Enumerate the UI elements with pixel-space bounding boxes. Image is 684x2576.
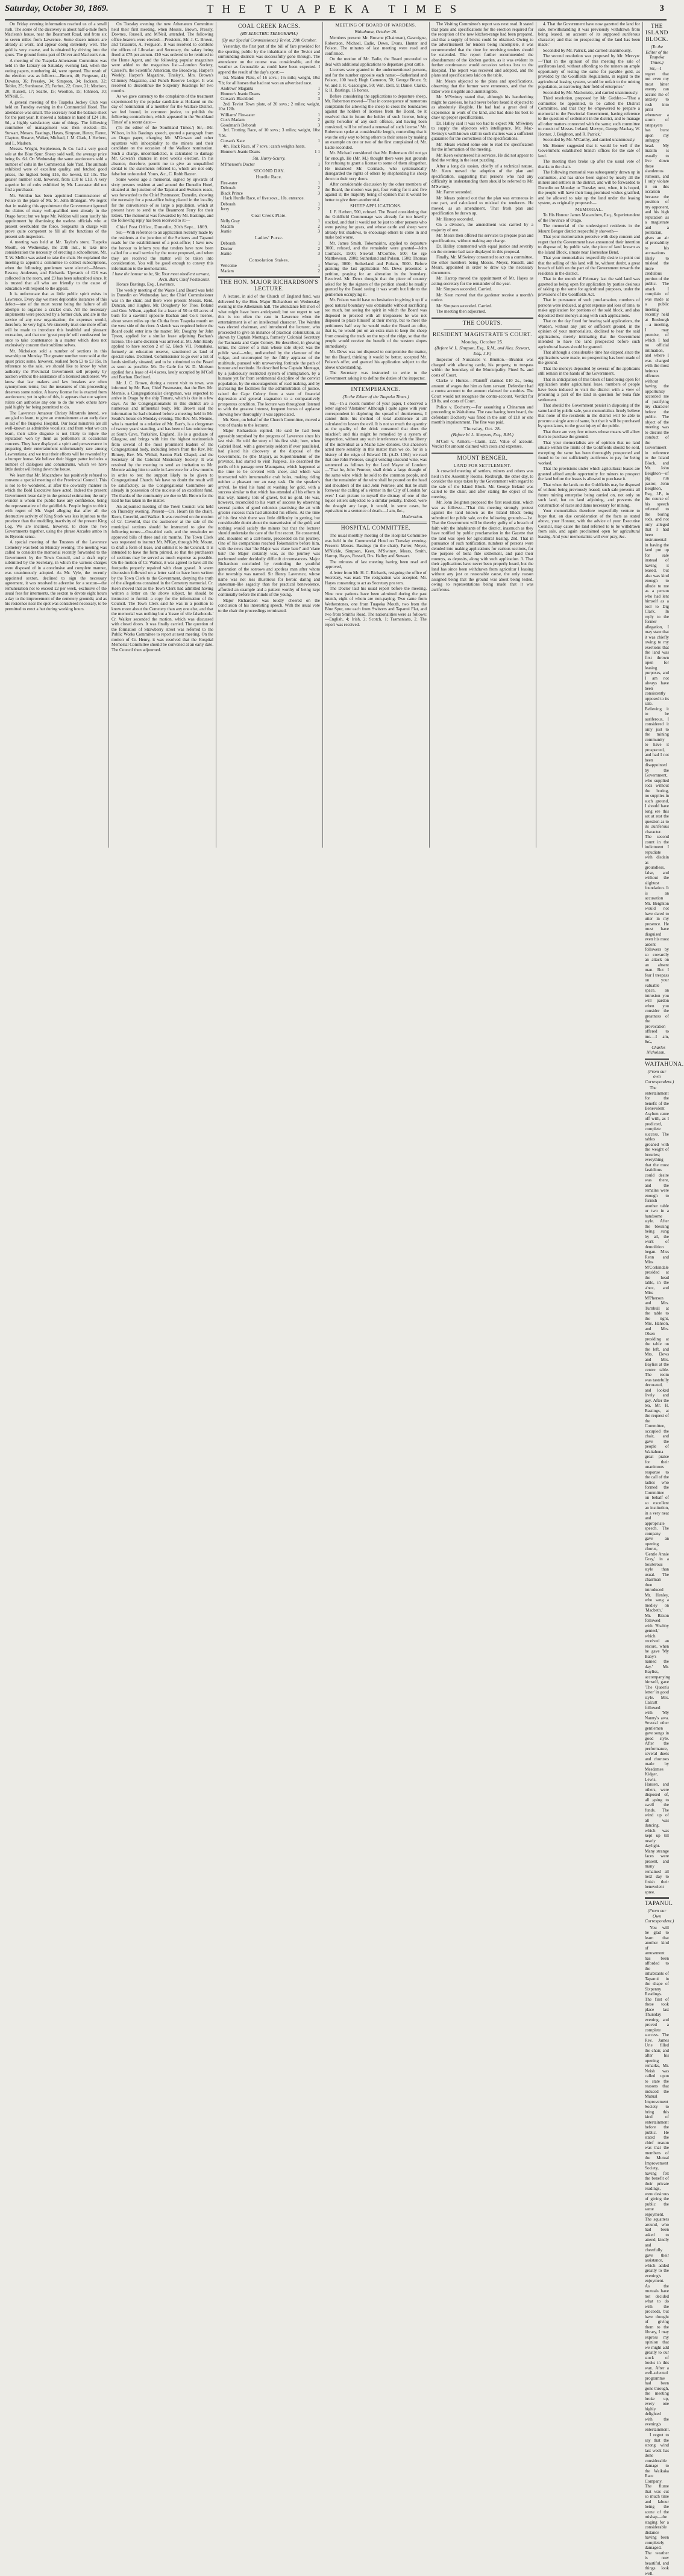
section-headline: THE HON. MAJOR RICHARDSON'S LECTURE.: [219, 280, 318, 292]
article-paragraph: The Doctor laid his usual report before the meeting. Nine new patients have been admitted during the past month, eight of whom are non-paying. Two came from Wetherstones, one from Tuapeka Mouth, two from the Blue Spur, one each from Switzers and Tapanui Flat, and two from Smith's Road. The nationalities were as follows:—English, 4; Irish, 2; Scotch, 1; Tasmanians, 2. The report was received.: [325, 586, 427, 627]
horse-name: Cox's Madam: [221, 117, 245, 122]
article-paragraph: The meeting then broke up after the usual vote of thanks to the chair.: [538, 159, 640, 169]
placing: 2: [318, 117, 320, 122]
article-paragraph: Mr. Weldon has been appointed Commissioner of Police in the place of Mr. St. John Branigan. We regret that in making this appointment the Government ignored the claims of many well-qualified men already in the Otago force; but we hope Mr. Weldon will soon justify his appointment by dismissing the useless officials who at present overburden the force. Sergeants in charge will prove quite competent to fill all the functions of the present sub-inspectors.: [5, 193, 107, 239]
article-paragraph: The Secretary was instructed to write to the Government asking it to define the duties of the inspector.: [325, 370, 427, 381]
placing: 1: [318, 241, 320, 246]
section-headline: THE COURTS.: [462, 320, 503, 327]
column-rule: [322, 22, 323, 848]
article-paragraph: Seconded by Mr. Patrick, and carried unanimously.: [543, 48, 632, 53]
article-paragraph: M'Coll v. Aimers.—Claim, £22. Value of account. Verdict for amount claimed with costs and expenses.: [431, 439, 533, 449]
horse-name: Jerry: [221, 207, 230, 211]
race-result: [218, 219, 320, 224]
article-paragraph: Some weeks ago a memorial, signed by upwards of sixty persons resident at and around the Dunedin Hotel, situated at the junction of the Tapanui and Switzers roads, was forwarded to the Chief Postmaster, Dunedin, showing the necessity for a post-office being placed in the locality for the convenience of so large a population, which at present have to send to the Beaumont Ferry for their letters. The memorial was forwarded by Mr. Bastings, and the following reply has been received to it:—: [111, 177, 213, 223]
horse-name: Madam: [221, 268, 234, 274]
placing: 2: [318, 91, 320, 96]
article-paragraph: That in pursuance of such proclamation, numbers of persons were induced, at great expense and loss of time, to make application for portions of the said block, and also deposited their moneys along with such applications.: [538, 298, 640, 318]
race-result: [218, 123, 320, 128]
article-paragraph: Mr. M'Swiney stated that, although his handwriting might be careless, he had never before heard it objected to as absolutely illegible. He had had a great deal of experience in work of the kind, and had done his best to draw up proper specifications.: [431, 95, 533, 120]
horse-name: Fire-eater: [221, 180, 237, 186]
section-label: Ladies' Purse.: [255, 234, 283, 240]
section-label: Chief Post Office, Dunedin, 20th Sept., 1869.: [116, 224, 209, 230]
article-paragraph: After considerable discussion by the other members of the Board, the motion was put, four voting for it and five against it; the majority being of opinion that it would be better to give them another trial.: [325, 182, 427, 202]
article-paragraph: Mr. Harrop moved the appointment of Mr. Hayes as acting-secretary for the remainder of the year.: [431, 276, 533, 286]
article-paragraph: Yesterday, the first part of the bill of fare provided for the sporting public by the inhabitants of the Teviot and surrounding districts was successfully gone through. The attendance on the course was considerable, and the weather as favourable as could have been expected. I append the result of the day's sport:—: [218, 44, 320, 75]
race-result: [218, 241, 320, 246]
article-paragraph: Members present: Mr. Browne (Chairman), Gascoigne, Robertson, Michael, Eadie, Dews, Evans, Hunter and Polson. The minutes of last meeting were read and confirmed.: [325, 36, 427, 56]
signature: I have the honour to be, Sir, Your most obedient servant, Arch. Barr, Chief Postmaster.: [112, 272, 210, 282]
placing: 2: [318, 246, 320, 251]
article-paragraph: Dr. Halley said it was too bad to expect Mr. M'Swiney to supply the objectors with intelligence. Mr. Mac-Swiney's well-known skill in such matters was a sufficient guarantee for the correctness of the specifications.: [431, 120, 533, 141]
section-label: SECOND DAY.: [253, 167, 285, 174]
article-paragraph: Finally, Mr. M'Swiney consented to act on a committee, the other members being Messrs. Meyer, Russell, and Mears, appointed in order to draw up the necessary documents.: [431, 255, 533, 275]
horse-name: Corsan's Kate: [221, 139, 245, 143]
race-result: [218, 191, 320, 196]
section-subhead: (From our Own Correspondent.): [645, 1908, 674, 1924]
column-6: [538, 22, 640, 848]
horse-name: Nelly Gray: [221, 219, 240, 224]
article-paragraph: Horace Bastings, Esq., Lawrence.: [116, 282, 175, 287]
placing: 1: [318, 219, 320, 224]
article-paragraph: That your memorialists perceive with deep concern and regret that the Government have announced their intention to dispose of, by public sale, the piece of land known as the Island Block, situate near Horseshoe Bend.: [538, 234, 640, 255]
race-result: [218, 229, 320, 234]
article-paragraph: Mr. James Smith, Tokomairiro, applied to depasture 3000, refused, and the remainder were granted—John Cormack, 1500; Stewart M'Combe, 500; Ge rge Matthewson, 2000; Sutherland and Polson, 1500; Thomas Murray, 3000; Sutherland and Polson, 5000. Before granting the last application Mr. Dews presented a petition, praying for an alteration in the boundary. Received. Mr. Dews thought that the piece of country asked for by the signers of the petition should be readily granted by the Board seeing it was worth but little to the gentlemen occupying it.: [325, 240, 427, 297]
article-paragraph: The minutes of last meeting having been read and approved,: [325, 559, 427, 569]
article-paragraph: It is unfortunate that as little public spirit exists in Lawrence. Every day we meet deplorable instances of this defect—one of the most recent being the failure of all attempts to organise a cricket club. All the necessary implements were procured by a former club, and are in the service of any new organisation; the expenses would, therefore, be very light. We sincerely trust one more effort will be made to introduce this healthful and pleasant recreation, and that our 'great people' will condescend for once to take countenance in a matter which does not exclusively concern their sublime selves.: [5, 292, 107, 348]
section-divider: [431, 452, 533, 454]
article-paragraph: Mr. Keen volunteered his services. He did not appear to find the writing in the least puzzling.: [431, 152, 533, 163]
article-paragraph: Mr. Mears pointed out that the plan was erroneous in one part, and calculated to mislead the tenderers. He moved, as an amendment, 'That fresh plan and specification be drawn up.: [431, 195, 533, 216]
article-paragraph: The meeting then adjourned.: [436, 309, 486, 314]
section-divider: [645, 1058, 669, 1060]
race-result: [218, 246, 320, 252]
article-paragraph: Inspector of Nuisances v. Brunton.—Brunton was charged with allowing cattle, his property, to trespass within the boundary of the Municipality. Fined 5s. and costs of Court.: [431, 357, 533, 378]
section-headline: RESIDENT MAGISTRATE'S COURT.: [433, 331, 532, 338]
placing: 3: [318, 251, 320, 256]
section-subhead: (Before W. L. Simpson, Esq., R.M.): [451, 432, 513, 437]
horse-name: Madam: [221, 224, 234, 229]
column-rule: [642, 22, 643, 848]
section-divider: [325, 383, 427, 385]
article-paragraph: On Tuesday evening the new Athenæum Committee held their first meeting, when Messrs. Brown, Pressly, Downes, Russell, and M'Neil, attended. The following office-bearers were elected:—President, Mr. J. C. Brown, and Treasurer, A. Ferguson. It was resolved to combine the offices of Librarian and Secretary, the salary being fixed at £75 per annum. £10 was ordered to be remitted to the Home Agent, and the following popular magazines were added to the magazines list:—London Society, Cassell's, the Scientific American, the Broadway, Harper's Weekly, Harper's Magazine, Tinsley's, Mrs. Brown's Chimney Magazine, and Punch Reserve Ledger. It was resolved to discontinue the Sixpenny Readings for two months.: [111, 22, 213, 93]
article-paragraph: Mr. John Beighton proposed the first resolution, which was as follows:—'That this meeting strongly protest against the land known as the Island Block being submitted for public sale, on the following grounds:—1st. That the Government will be thereby guilty of a breach of faith with the inhabitants of the district, inasmuch as they have notified by public proclamation in the Gazette that the land was open for agricultural leasing. 2nd. That in pursuance of such notification, numbers of persons were deluded into making applications for various sections, for the purpose of bona fide settlement, and paid their moneys, as deposits, along with such application. 3. That their applications have never been properly heard, but the land has since been withdrawn from agricultur l leasing without any just or reasonable cause, the only reason assigned being that the ground was about being tested, owing to representations being made that it was auriferous.: [431, 500, 533, 592]
section-divider: [325, 522, 427, 524]
placing: 1: [318, 263, 320, 268]
article-paragraph: Mr. J. C. Brown, during a recent visit to town, was informed by Mr. Barr, Chief Postmaster, that the Rev. Mr. Mennie, a Congregationalist clergyman, was expected to arrive in Otago by the ship Timaru, which is due in a few days. As the Congregationalists in this district are a numerous and influential body, Mr. Brown said the information he had obtained before a meeting held in Mr. Searle's house on Monday evening. The Rev. Mr. Mennie, who is married to a relative of Mr. Barr's, is a clergyman of twenty years' standing, and has been of late ministering at South Cave, Yorkshire, England. He is a graduate of Glasgow, and brings with him the highest testimonials from several of the most prominent leaders of the Congregational body, including letters from the Rev. Mr. Binney, Rev. Mr. Withal, Saxton Park Chapel, and the Secretary of the Colonial Missionary Society. It was resolved by the meeting to send an invitation to Mr. Mennie asking him to settle in Lawrence for a few months in order to test the support likely to be given to Congregational Church. We have no doubt the result will be satisfactory, as the Congregational Committee are already in possession of the nucleus of an excellent fund. The thanks of the community are due to Mr. Brown for the lead he has taken in the matter.: [111, 380, 213, 503]
horse-name: Honnor's Jeanie Deans: [221, 149, 260, 154]
race-result: [218, 113, 320, 118]
signature: Charles Nicholson.: [647, 1045, 665, 1055]
horse-name: Deborah: [221, 186, 236, 190]
article-paragraph: 3rd. Trotting Race, of 10 sovs.; 3 miles; weight, 10st 7lbs.: [218, 128, 320, 138]
column-3: [218, 22, 320, 848]
placing: 3: [318, 122, 320, 128]
placing: 1: [318, 162, 320, 167]
article-paragraph: Mr. Mears objected to the plans and specifications, observing that the former were erroneous, and that the latter were illegible and unintelligible.: [431, 78, 533, 94]
section-divider: [645, 1897, 669, 1899]
article-paragraph: Third resolution, proposed by Mr. Geddes:—'That a committee be appointed, to be called the District Committee, and that they be empowered to prepare a memorial to the Provincial Government, having reference to the question of settlement in the district, and to manage all other matters connected with the same; such committee to consist of Messrs. Ireland, Mervyn, George Mackay, W. Honner, J. Beighton, and R. Patrick.': [538, 96, 640, 137]
section-label: MEETING OF BOARD OF WARDENS.: [335, 22, 416, 28]
section-subhead: (To the Editor of the Tuapeka Times.): [342, 394, 409, 399]
section-headline: WAITAHUNA.: [645, 1061, 684, 1068]
article-paragraph: The Lawrence Amateur Christy Minstrels intend, we are glad to learn, to give an entertainment at an early date in aid of the Tuapeka Hospital. Our local minstrels are all well-known as admirable vocalists; and from what we can learn, their sable disguise is not likely to injure the reputation won by them as performers at occasional concerts. They have displayed a spirit and perseverance in preparing their entertainment unfortunately rare among Lawrentians; and we trust their efforts will be rewarded by a bumper house. We believe their bigger patter includes a number of dialogues and conundrums, which we have little doubt will bring down the house.: [5, 410, 107, 472]
article-paragraph: We learn that Mr. Macandrew has positively refused to convene a special meeting of the Provincial Council. This is not to be wondered, at after the cowardly manner in which the Bold Executive have acted. Indeed the present Government lesse daily in the general estimation; the only wonder is whom the public have any confidence, being the representative of the goldfields. People begin to think with regret of Mr. Vogel alleging that after all the destructive activity of King Stork was less injurious to the province than the muddling inactivity of the present King Log. We are inclined, however, to close the two Governments together, using the phrase Arcades ambo in its Byronic sense.: [5, 472, 107, 539]
placing: 1 1: [315, 149, 320, 154]
placing: 1: [318, 180, 320, 186]
article-paragraph: A meeting of the Tuapeka Athenæum Committee was held in the Library on Saturday evening last, when the voting papers, numbering 44, were opened. The result of the election was as follows:—Brown, 40; Ferguson, 41; Downes, 36; Pressley, 34; Simpson, 34; Jackson, 32; Tobler, 25; Stenhouse, 25; Forbes, 22; Crow, 21; Morison, 20; Russell, 17; Searle, 15; Wootton, 15; Johnson, 10; M'Neill, 5.: [5, 58, 107, 99]
page-header: [5, 1, 667, 20]
horse-name: Jeanie: [221, 229, 231, 234]
article-paragraph: A letter from Mr. H. C. Richards, resigning the office of Secretary, was read. The resignation was accepted, Mr. Hayes consenting to act as Secretary pro tem.: [325, 570, 427, 586]
section-subhead: (Before W. L. Simpson, Esq., R.M., and Alex. Stewart, Esq., J.P.): [435, 345, 530, 356]
signature: Moderation.: [401, 514, 423, 519]
article-paragraph: Messrs. Wright, Stephenson, & Co. had a very good sale at the Blue Spur. Sheep sold well, the average price being 6s. 6d. On Wednesday the same auctioneers sold a number of colts in the Commercial Sale Yard. The animals exhibited were of excellent quality, and fetched good prices, the highest being £16, the lowest, £2 10s. The greater number sold, however, from £10 to £13. A very superior lot of colts exhibited by Mr. Lancaster did not find a purchaser.: [5, 146, 107, 192]
horse-name: Black Prince: [221, 190, 243, 196]
section-headline: HOSPITAL COMMITTEE.: [340, 525, 411, 531]
article-paragraph: Licenses were granted to the undermentioned persons, and for the number opposite each name:—Sutherland and Polson, 100 head; Hugh Cameron, 50; George Bruce, 9; W. and J. R. Gascoigne, 50; Win. Dell, 9; Daniel Clarke, 6; H. Bastings, 16 horses.: [325, 67, 427, 93]
section-headline: MOUNT BENGER.: [457, 455, 508, 461]
page-number: 3: [659, 4, 664, 13]
article-paragraph: That on the day fixed for hearing said applications, the Warden, without any just or sufficient ground, in the opinion of your memorialists, declined to hear the said applications, merely intimating that the Government intended to have the land prospected before such agricultural leases should be granted.: [538, 319, 640, 349]
horse-name: Jeanie: [221, 251, 231, 256]
article-paragraph: Mr. Mears wished some one to read the specification for the information of the meeting.: [431, 142, 533, 152]
column-rule: [108, 22, 109, 848]
article-paragraph: Before considering the applications to depasture sheep, Mr. Robertson moved—'That in consequence of numerous complaints for allowing the sheep to cross the boundaries against the holders of licenses from the Board, be it resolved that in future the holder of such license, being guilty hereafter of any such offence, and having been convicted, will be refused a renewal of such license.' Mr. Robertson spoke at considerable length, contending that it was the only way to bring others to their senses by making an example on one or two of the first complained of. Mr. Eadie seconded.: [325, 93, 427, 150]
article-paragraph: Hack Hurdle Race, of five sovs., 10s. entrance.: [223, 196, 305, 201]
section-label: SHEEP APPLICATIONS.: [350, 203, 401, 208]
placing: 1: [318, 139, 320, 143]
article-paragraph: The second resolution was proposed by Mr. Mervyn:—'That in the opinion of this meeting the sale of auriferous land, without affording to the miners an ample opportunity of testing the same for payable gold, as provided by the Goldfields Regulations, in regard to the agricultural leasing system, would be unfair to the mining population, as narrowing their field of enterprise.': [538, 54, 640, 89]
article-paragraph: Mr. Michael considered that Mr. Robertson did not go far enough. He (Mr. M.) thought there were just grounds for refusing to grant a license to some of them altogether. He instanced Mr. Cormack, who systematically disregarded the rights of others by shepherding his sheep down to their very doors.: [325, 151, 427, 181]
article-paragraph: The following memorial was subsequently drawn up in committee, and has since been signed by nearly all the miners and settlers in the district, and will be forwarded to Dunedin on Monday or Tuesday next, when, it is hoped, the people will have their long-promised wishes gratified, and be allowed to take up the land under the leasing system, as originally proposed:—: [538, 170, 640, 205]
article-paragraph: Dr. Halley commented with equal justice and severity on the extreme bad taste displayed in this proposal.: [431, 244, 533, 254]
article-paragraph: That your memorialists are of opinion that no land situate within the limits of the Goldfields should be sold, excepting the same has been thoroughly prospected and found to be not sufficiently auriferous to pay for being worked.: [538, 440, 640, 466]
race-result: [218, 162, 320, 167]
race-result: [218, 186, 320, 191]
article-paragraph: Mr. Nicholson sold a number of sections in this township on Monday. The greater number were sold at the upset price; some, however, realised from £3 to £3 15s. In reference to the sale, we should like to know by what authority the Provincial Government sell property by auction without the assistance of a licensed auctioneer. We know that law makers and law breakers are often synonymous terms; but the measures of this proceeding deserves some notice. A heavy license fee is exacted from auctioneers; yet in spite of this, it appears that our sapient rulers can authorise any one to do the work others have paid highly for being permitted to do.: [5, 348, 107, 410]
horse-name: Goodman's Deborah: [221, 122, 256, 128]
placing: 2: [318, 224, 320, 229]
race-result: [218, 86, 320, 92]
article-paragraph: Mr. Keen, on behalf of the Church Committee, moved a vote of thanks to the lecturer.: [218, 417, 320, 428]
article-paragraph: Police v. Docherty.—For assaulting a Chinaman and proceeding to Waitahuna. The case having been heard, the defendant Docherty was fined in the sum of £10 or one month's imprisonment. The fine was paid.: [431, 404, 533, 425]
article-paragraph: 1st. Maiden Plate, of 16 sovs.; 1½ mile; weight, 10st 7lb; for all horses that had not won an advertised race.: [218, 75, 320, 86]
article-paragraph: 4. That the Government have now gazetted the land for sale, notwithstanding it was previously withdrawn from being leased, on account of its supposed auriferous character; and that no prospecting of the land has been made.': [538, 22, 640, 47]
article-paragraph: That there are very few miners whose means will allow them to purchase the ground.: [538, 429, 640, 439]
placing: 3: [318, 190, 320, 196]
section-subhead: 5th. Hurry-Scurry.: [253, 155, 286, 161]
article-paragraph: That when the lands on the Goldfields may be disposed of without being previously leased, such sale prevents all future mining enterprise being carried on, not only on such land, but on land adjoining, and prevents the construction of races and dams necessary for mining.: [538, 482, 640, 508]
section-headline: INTEMPERANCE.: [351, 387, 401, 393]
placing: 2: [318, 268, 320, 274]
article-paragraph: That although a considerable time has elapsed since the applications were made, no prospecting has been made of the ground.: [538, 350, 640, 365]
article-paragraph: As we gave currency to the complaints of the treatment experienced by the popular candidate at Hokanui on the day of nomination of a member for the Wallace District, we feel bound, in common justice, to publish the following contradiction, which appeared in the 'Southland Times' of a recent date:—: [111, 94, 213, 125]
article-paragraph: That your memorialists respectfully desire to point out that the selling of this land will be, without doubt, a great breach of faith on the part of the Government towards the residents in the district.: [538, 255, 640, 276]
article-paragraph: Sir,—In a recent number of your paper, I observed a letter signed 'Abstainer' Although I quite agree with your correspondent in deploring the spread of drunkenness, I cannot think his method of total abstinence at all calculated to lessen the evil. It is not so much the quantity as the quality of the drink consumed that does the mischief; and this might be remedied by a system of inspection, without any such interference with the liberty of the individual as a Maine Law denotes. Our ancestors acted more sensibly in this matter than we do, for in a history of the reign of Edward III. (A.D. 1364) we read that one John Penrose, caught vending unsound wine, was sentenced as follows by the Lord Mayor of London:—'That he, John Penrose, shall drink a large draught of the same wine which he sold to the common people, and that the remainder of the wine shall be poured on the head and shoulders of the said John Penrose; and that he shall forswear the calling of a vintner in the City of London for ever.' I can picture to myself the dismay of one of the liquor sellers subjected to a similar penalty. Indeed, were the draught any large, it would, in some cases, be equivalent to a sentence of death.—I am, &c.,: [325, 401, 427, 513]
race-result: [218, 207, 320, 212]
article-paragraph: 2nd. Teviot Town plate, of 20 sovs.; 2 miles; weight, 10st 12lb.: [218, 101, 320, 111]
placing: 3: [318, 229, 320, 234]
article-paragraph: Mr. Simpson seconded. Carried.: [436, 287, 492, 292]
article-paragraph: (To the editor of the 'Southland Times.') Sir,—Mr. Wilson, in his Bastings speech, quoted a paragraph from an Otago paper, charging Mr. M'Gowan and other squatters with inhospitality to the miners and their candidate on the occasion of the Wallace nomination. Such a charge, uncontradicted, is calculated to damage Mr. Gowan's chances in next week's election. In his absence, therefore, permit me to give an unqualified denial to the statements referred to, which are not only false but unfounded. Yours, &c., C. Robb Baxter.: [111, 125, 213, 177]
article-paragraph: 4th. Hack Race, of 7 sovs.; catch weights heats.: [223, 143, 306, 149]
section-subhead: (To the Editor of the Tuapeka Times.): [645, 44, 668, 65]
article-paragraph: A crowded meeting of settlers, miners and others was held in the Assembly Rooms, Roxburgh, the other day, to consider the steps taken by the Government with regard to the sale of the Island Block. Mr. George Ireland was called to the chair, and after stating the object of the meeting,: [431, 469, 533, 499]
article-paragraph: Mr. Keen moved that the gardener receive a month's notice.: [431, 292, 533, 302]
masthead-title: THE TUAPEKA TIMES: [206, 3, 465, 16]
placing: 2: [318, 207, 320, 211]
article-paragraph: That in the month of February last the said land was gazetted as being open for application by parties desirous of taking up the same for agricultural purposes, under the provisions of the Goldfields Act.: [538, 277, 640, 297]
article-paragraph: Mr. Simpson seconded. Carried.: [436, 303, 492, 308]
article-paragraph: Clarke v. Hunter.—Plaintiff claimed £10 2s., being amount of wages due him as farm servant. Defendant had a contra account to the amount claimed for sundries. The Court would not recognise the contra-account. Verdict for £8 8s. and costs of Court.: [431, 378, 533, 404]
article-paragraph: To His Honour James Macandrew, Esq., Superintendent of the Province of Otago.: [538, 213, 640, 223]
article-paragraph: Mr. Dews was not disposed to compromise the matter, but the Board, thinking it would be better, accepted Mr. Polson's offer, and granted his application subject to the above understanding.: [325, 349, 427, 370]
race-result: [218, 202, 320, 207]
article-paragraph: That the provisions under which agricultural leases are granted afford ample opportunity for miners to prospect the land before the leases is allowed to purchase it.: [538, 466, 640, 481]
horse-name: Deborah: [221, 241, 236, 246]
horse-name: Williams' Fire-eater: [221, 112, 256, 117]
article-paragraph: Your memorialists therefore respectfully venture to hope that, on due consideration of the facts as stated above, your Honour, with the advice of your Executive Council, may cause the land referred to to be withdrawn from sale, and again proclaimed open for agricultural leasing. And your memorialists will ever pray, &c.: [538, 508, 640, 539]
article-paragraph: Major Richardson replied. He said he had been agreeably surprised by the progress of Lawrence since his last visit. He told the story of his first visit; how, when Gabriel Read, with a generosity seldom if ever paralleled, had placed his discovery at the disposal of the Government, he (the Major), as Superintendent of the province, had started to visit Tuapeka. He described the perils of his passage over Maungatua, which happened at the time to be covered with snow, and which was intersected with innumerable crab holes, making riding neither a pleasant nor an easy task. On the speaker's arrival, he tried his hand at washing for gold, with a success similar to that which has attended all his efforts in that way, namely, lots of gravel, but no gold. He was, however, reconciled to his want of success by observing several parties of good colonists practising the art with greater success than had attended his efforts. At the time of his first visit there was little difficulty in getting, but considerable doubt about the transmission of the gold, and nothing would satisfy the miners but that the lecturer should undertake the care of the first escort. He consented, and, mounted on a cart-horse, proceeded on his journey. One of his companions reached Tokomairiro before him, with the news that 'the Major was clane bate!' and 'clane bate' the Major certainly was, as the journey was performed under decidedly difficult circumstances. Major Richardson concluded by reminding the youthful generation of the sorrows and spotless man after whom the township was named. Sir Henry Lawrence, whose name was not less illustrious for heroic daring and statesman-like sagacity than for practical benevolence, afforded an example and a pattern worthy of being kept continually before the minds of the young.: [218, 428, 320, 597]
article-paragraph: On Friday evening information reached us of a small rush. The scene of the discovery is about half-a-mile from Maclean's house, near the Beaumont Road, and from six to seven miles from Lawrence. Some dozen miners are already at work, and appear doing extremely well. The gold is very coarse, and is obtained by driving into the spurs. The ground forms part of Driver and Maclean's run.: [5, 22, 107, 57]
article-paragraph: Seconded by Mr. M'Carthy, and carried unanimously.: [543, 137, 636, 142]
article-paragraph: The entertainment for the benefit of the Benevolent Asylum came off with, as I predicted, complete success. The tables groaned with the weight of luxuries; everything that the most fastidious could desire was there, and the remains were enough to furnish another table or two in a handsome style. After the blessing being sung by all, the work of demolition began. Miss Renn and Miss M'Corkindale presided at the head table, in the a'nce, and Miss M'Pherson and Mrs. Turnbull at the table to the right, Mrs. Hanson, and Mrs. Olsen presiding at the table on the left, and Mrs. Dews and Mrs. Bayliss at the centre table. The room was tastefully decorated, and looked lively and gay. After the tea, Mr. H. Bastings, at the request of the Committee, occupied the chair, and gave the people of Waitahuna great praise for their unanimous response to the call of the ladies who formed the Committee on behalf of so excellent an institution, in a very neat and appropriate speech. The company gave an opening chorus, 'Gentle Annie Gray,' in a boisterous style than usual. The chairman then introduced Mr. Henley, who sang a medley on 'Macbeth.' Mr. Ritson followed with 'Shabby genteel,' which received an encore, when he gave 'My Baby's named the day.' Mr. Bayliss, accompanying himself, gave 'The Queen's letter' in good style. Mrs. Calcutt followed with 'My Nanny's awa. Several other gentlemen gave songs in good style. After the performance, several duets and choruses made by Mesdames Kidger, Lewis, Hansen, and others, were disposed of, all going to swell the funds. The wind up of all was dancing, which was kept up till nearly daylight. Many strange faces were present, and many remained all next day to finish their benevolent spree.: [645, 1086, 670, 1895]
placing: 1: [318, 201, 320, 207]
placing: 1: [318, 112, 320, 117]
column-7: [645, 22, 684, 2576]
section-headline: THE ISLAND BLOCK.: [645, 23, 668, 43]
article-paragraph: The Visiting Committee's report was next read. It stated that plans and specifications for the erection required for the reception of the new kitchen-range had been prepared, and that a supply of bricks could be obtained. Owing to the advertisement for tenders being incomplete, it was recommended that the time for receiving tenders should be extended. The report further recommended the abandonment of the kitchen garden, as it was evident its further continuance would occasion serious loss to the Hospital. The report was received and adopted, and the plans and specifications laid on the table.: [431, 22, 533, 78]
section-subhead: (By our Special Commissioner.) Teviot, 29th October.: [221, 37, 317, 43]
horse-name: Corsan's Blackbird: [221, 96, 254, 101]
article-paragraph: Seconded by Mr. Mackenzie, and carried unanimously.: [543, 90, 639, 95]
section-label: Thursday, Oct. 28.: [463, 425, 501, 431]
horse-name: M'Pherson's Doctor: [221, 162, 255, 167]
race-result: [218, 263, 320, 269]
section-subhead: Waitahuna, October 26.: [354, 28, 397, 34]
article-paragraph: A lecture, in aid of the Church of England fund, was delivered by the Hon. Major Richardson on Wednesday evening in the Athenæum hall. The attendance fell short of what might have been anticipated; but we regret to say this is too often the case in Lawrence when the entertainment is of an intellectual character. The Warden was elected chairman, and introduced the lecturer, who proceeded to give an instance of practical colonization, as shown by Captain Montagu, formerly Colonial Secretary for Tasmania and Cape Colony. He described, in glowing terms, the career of a man whose sole object was the public weal—who, undisturbed by the clamour of the vulgar, and uncorrupted by the filthy applause of the multitude, pursued with unswerving fortitude the path of honour and rectitude. He described how Captain Montagu, by a judiciously restricted system of immigration, by a humane yet far from sentimental discipline of the convict population, by the encouragement of road making, and by increasing the facilities for the administration of justice, raised the Cape Colony from a state of financial depression and general stagnation to a comparatively prosperous condition. The lecture was throughout listened to with the greatest interest, frequent bursts of applause showing how thoroughly it was appreciated.: [218, 294, 320, 417]
article-paragraph: On a division, the amendment was carried by a majority of one.: [431, 222, 533, 233]
article-paragraph: A meeting was held at Mr. Taylor's store, Tuapeka Mouth, on Wednesday, the 20th inst., to take into consideration the necessity of erecting a schoolhouse. Mr. T. W. Mellor was asked to take the chair. He explained the meeting to appoint a committee to collect subscriptions, when the following gentlemen were elected:—Messrs. Rescoe, Anderson, and Richards. Upwards of £26 was collected in the room, and £9 has been subscribed since. It is trusted that all who are friendly to the cause of education will respond to the appeal.: [5, 240, 107, 291]
horse-name: Andrews' Maganta: [221, 86, 254, 91]
section-divider: [218, 276, 320, 278]
column-1: [5, 22, 107, 848]
column-4: [325, 22, 427, 848]
article-paragraph: That should the Government persist in disposing of the same land by public sale, your memorialists firmly believe that none of the residents in the district will be able to procure a single acre of same, but that it will be purchased by speculators, to the great injury of the public.: [538, 403, 640, 428]
article-paragraph: You will be glad to learn that another kind of amusement has been afforded to the inhabitants of Tapanui in the shape of Sixpenny Readings. The first of these took place last Thursday evening, and proved a complete success. The Rev. James Urie filled the chair, and after his opening remarks, Mr. Neish was called upon to state the reasons that induced the Mutual Improvement Society to bring this kind of entertainment before the public. He stated the chief reason was that the members of the Mutual Improvement Society, having felt the benefit of their private readings, were desirous of giving the public the same enjoyment. The squatters around, who had been asked to attend, kindly and cheerfully gave their assistance, which added greatly to the evening's enjoyment. As the mutuals have not decided what to do with the proceeds, but have thought of giving them to the library, I may express my opinion that we might add greatly to our stock of books in this way. After a well-selected programme had been gone through, the meeting broke up, every one highly delighted with the evening's entertainment.: [645, 1925, 670, 2432]
article-paragraph: The weekly meeting of the Waste Land Board was held in Dunedin on Wednesday last; the Chief Commissioner was in the chair, and there were present Messrs. Reid, Duncan, and Hughes. Mr. Dougherty for Thos. Boland and Geo. Wilson, applied for a lease of 50 or 60 acres of bush for a sawmill opposite Bachan and Co.'s license, about seven miles up the Clutha from Tuapeka mouth on the west side of the river. A sketch was required before the Board could enter into the matter. Mr. Doughty for John Tyson, applied for a similar lease adjoining Bachan's license. The same decision was arrived at. Mr. John Hardy applied to have section 2 of 62, Block VII, Pomahaka, formerly an education reserve, sanctioned as land of special value. Declined. Commissioner to go over a list of lands similarly situated, and to be submitted to the Board as soon as possible. Mr. De Carle for W. D. Morison applied for a lease of 414 acres, lately occupied by M'Coll and Buchan. Declined.: [111, 287, 213, 380]
article-paragraph: An adjourned meeting of the Town Council was held on Thursday evening. Present—Crs. Hearn (in the chair), Keen, Coverlid, and Walker. It was resolved on the motion of Cr. Coverlid, that the auctioneer at the sale of the municipal sections should be instructed to give the following terms:—One-third cash, and the remainder on approved bills of three and six months. The Town Clerk was requested to instruct Mr. M'Kay, through Mr. Mount, to draft a form of lease, and submit it to the Council. It is intended to have the form printed, so that the purchasers of sections may be served as much expense as possible. On the motion of Cr. Walker, it was agreed to have all the footpaths properly repaired with clean gravel. A warm discussion followed on a letter said to have been written by the Town Clerk to the Government, denying the truth of the allegations contained in the Cemetery memorial. Cr. Keen moved that as the Town Clerk had admitted having written a letter on the above subject, he should be instructed to furnish a copy for the information of the Council. The Town Clerk said he was in a position to know more about the Cemetery than any one else, and that the memorial was nothing but a 'tissue of vile falsehoods.' Cr. Walker seconded the motion, which was discussed with closed doors. It was finally carried. The question of the formation of Strawberry street was referred to the Public Works Committee to report at next meeting. On the motion of Cr. Henry, it was resolved that the Hospital Memorial Committee should be convened at an early date. The Council then adjourned.: [111, 504, 213, 652]
issue-date: Saturday, October 30, 1869.: [5, 4, 108, 13]
article-paragraph: Mr. Polson would have no hesitation in giving it up if a good natural boundary was obtainable without sacrificing too much, but seeing the spirit in which the Board was disposed to proceed with all trespassers he was not disposed to place himself at their mercy, but to meet the petitioners half way he would make the Board an offer, that is, he would put on an extra man to keep the sheep from crossing the track on the top of the ridge, so that the people would receive the benefit of the western slopes immediately.: [325, 298, 427, 349]
column-rule: [429, 22, 430, 848]
race-result: [218, 92, 320, 97]
section-headline: COAL CREEK RACES.: [238, 23, 300, 30]
article-paragraph: That the moneys deposited by several of the applicants still remain in the hands of the Government.: [538, 366, 640, 376]
article-paragraph: J. F. Herbert, 500, refused. The Board considering that the Goldfield Commonage was already far too heavily stocked, and that it would not be just to other persons who were paying for grass, and whose cattle and sheep were already but shadows, to encourage others to come in and make bad worse.: [325, 209, 427, 240]
placing: 1: [318, 86, 320, 91]
section-label: MEMORIAL.: [575, 206, 603, 212]
section-subhead: (From our own Correspondent.): [645, 1068, 674, 1084]
article-paragraph: That in anticipation of this block of land being open for application under agricultural lease, numbers of people have been induced to visit the district with a view of procuring a part of the land in question for bona fide settlement.: [538, 377, 640, 402]
race-result: [218, 224, 320, 230]
column-2: [111, 22, 213, 848]
article-paragraph: Mr. Farrer seconded.: [436, 190, 472, 195]
article-paragraph: The memorial of the undersigned residents in the Mount Benger district respectfully showeth—: [538, 224, 640, 234]
article-paragraph: On the motion of Mr. Eadie, the Board proceeded to deal with additional applications to depasture great cattle.: [325, 57, 427, 67]
horse-name: Deborah: [221, 201, 236, 207]
section-label: LAND FOR SETTLEMENT.: [453, 462, 512, 468]
horse-name: Doctor: [221, 246, 233, 251]
horse-name: Honnor's Jeanie Deans: [221, 91, 260, 96]
race-result: [218, 139, 320, 144]
article-paragraph: Mr. Honner suggested that it would be well if the Government established branch offices for the sale of land.: [538, 143, 640, 158]
horse-name: Welcome: [221, 263, 237, 268]
article-paragraph: The usual monthly meeting of the Hospital Committee was held in the Commercial Hotel on Tuesday evening. Present: Messrs. Bastings (in the chair), Farrer, Meyer, M'Nickle, Simpson, Keen, M'Swiney, Mears, Smith, Harrop, Hayes, Russell, Drs. Halley and Stewart.: [325, 533, 427, 558]
section-label: Hurdle Race.: [256, 174, 283, 180]
section-subhead: (BY ELECTRIC TELEGRAPH.): [240, 31, 298, 36]
article-paragraph: Mr. Harrop seconded.: [436, 216, 474, 222]
article-paragraph: After a long dis ussion, chiefly of a technical nature, Mr. Keen moved the adoption of the plan and specification, suggesting that persons who had any difficulty in understanding them should be referred to Mr. M'Swiney.: [431, 163, 533, 189]
race-result: [218, 117, 320, 123]
article-paragraph: I regret to say that the strong wind last week has done considerable damage to the Waikaka Race Company. The flume that was cut so much time and labour being the scene of the mishap—the staging for a considerable distance having been completely damaged. The weather is now beautiful, and things look well.: [645, 2433, 669, 2576]
column-5: [431, 22, 533, 848]
section-divider: [431, 317, 533, 319]
article-paragraph: Sir,—I regret that not even my most bitter enemy can accuse me of anxiety to rush into print whenever a storm of ratepayers has burst upon my unhappy head. My maxim is usually to live down these slanderous rumours, and I only violate it on this occasion because the position of my opponent, and his high reputation as a magistrate and a politician, gives an air of probability to his accusations likely to mislead the more credulous portion of the public. The attack I complain of was made at a public meeting recently held at Roxburgh—a meeting, I may premise, of which I had no official intimation, and where I was charged with the most heinous offences without having the opportunity accorded me of justifying my character before the public. The object of the meeting was to discuss the conduct of the Government in reference to the Island Block, and Mr. John Beighton—of pig run pastor, John Beighton, Esq., J.P., in the course of his speech referred to the boring rods, and not only alleged that I had been instrumental in having the land put up for sale instead of having it leased, but also was kind enough to allude to me as a person who had lent himself as a tool to Dig Clark. In reply to the former allegation, I may state that it was chiefly owing to my exertions that the land was first thrown open for leasing purposes, and I am not always have been consistently opposed to its sale. Believing it to be auriferous, I considered it only just to the mining community to have it prospected, and had I not been disappointed by the Government, who supplied rods without the boring, no supplies in such ground, I should have long ere this set at rest the question as to its auriferous character. The second count in the indictment I repudiate with disdain as groundless, false, and without the slightest foundation. It is an accusation Mr. Beighton would not have dared to utter in my presence. He must have disguised even his most ardent followers by so cowardly an attack on an absent man. But I fear I trespass on your valuable space, an intrusion you will pardon when you consider the greatness of the provocation offered to me.—I am, &c.,: [645, 66, 669, 1044]
section-label: Consolation Stakes.: [249, 257, 289, 263]
article-paragraph: Mr. Mears then offered his services to prepare plan and specifications, without making any charge.: [431, 233, 533, 243]
race-result: [218, 251, 320, 257]
race-result: [218, 96, 320, 102]
article-paragraph: A special meeting of the Trustees of the Lawrence Cemetery was held on Monday evening. The meeting was called to consider the memorial recently forwarded to the Government by the Town Council, and a draft reply submitted by the Secretary, in which the various charges were disposed of in a conclusive and complete manner, was unanimously adopted. As Mr. Vyle, the recently appointed sexton, declined to sign the necessary agreement, it was resolved to advertise for a sexton—the remuneration not to exceed £2 per week, exclusive of the usual fees for interments, the sexton to devote eight hours a day to the improvement of the cemetery grounds; and as his residence near the spot was considered necessary, to be permitted to erect a hut during working hours.: [5, 540, 107, 611]
article-paragraph: Sir,—With reference to an application recently made by the residents at the junction of the Switzers and Tapanui roads for the establishment of a post-office; I have now the honour to inform you that tenders have now been called for a mail service by the route proposed, and when they are received the matter will be taken into consideration. You will be good enough to convey this information to the memorialists.: [111, 230, 213, 271]
race-result: [218, 149, 320, 155]
placing: 2: [318, 186, 320, 190]
section-label: Monday, October 25.: [461, 339, 504, 345]
race-result: [218, 269, 320, 274]
section-headline: TAPANUI.: [645, 1901, 673, 1907]
article-paragraph: Major Richardson was loudly cheered on the conclusion of his interesting speech. With the usual vote to the chair the proceedings terminated.: [218, 598, 320, 613]
race-result: [218, 181, 320, 186]
section-label: Coal Creek Plate.: [251, 212, 287, 218]
article-paragraph: A general meeting of the Tuapeka Jockey Club was held on Tuesday evening in the Commercial Hotel. The attendance was small. The secretary read the balance sheet for the past year. It showed a balance in hand of £24 18s. 6d., a highly satisfactory state of things. The following committee of management was then elected:—Dr. Stewart, Messrs. Bastings, Hayes, Simpson, Henry, Farrer, Clayton, Shearer, Walker, Michael, J. M. Clark, J. Herbert, and L. Madsen.: [5, 99, 107, 146]
placing: 3: [318, 96, 320, 101]
